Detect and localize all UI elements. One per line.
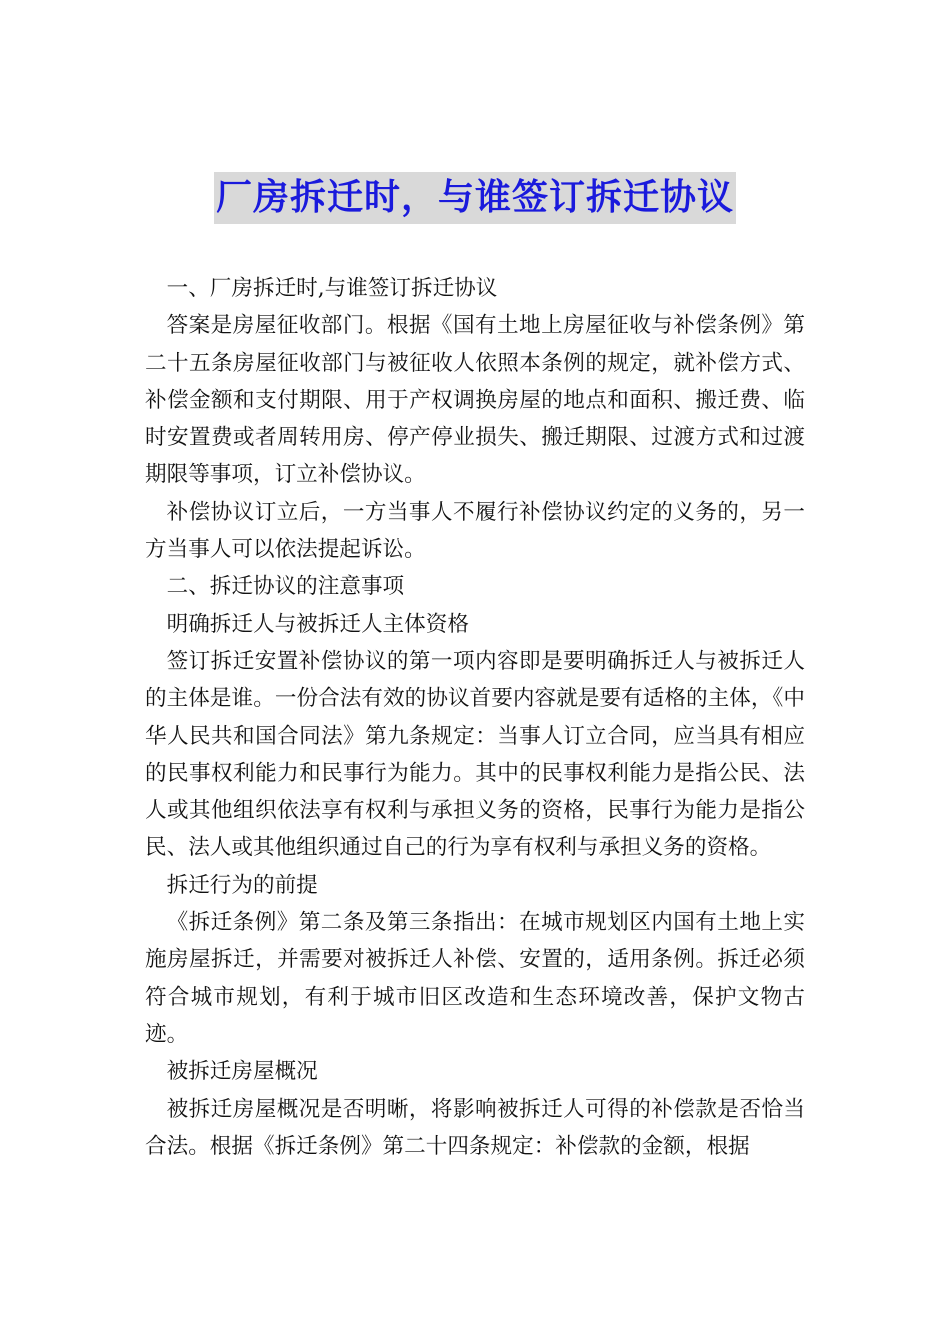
subheading-premise: 拆迁行为的前提 [166, 872, 318, 898]
paragraph-answer: 答案是房屋征收部门。根据《国有土地上房屋征收与补偿条例》第二十五条房屋征收部门与被征收人依照本条例的规定，就补偿方式、补偿金额和支付期限、用于产权调换房屋的地点和面积、搬迁费、临时安置费或者周转用房、停产停业损失、搬迁期限、过渡方式和过渡期限等事项，订立补偿协议。 [145, 313, 805, 488]
paragraph-house-overview: 被拆迁房屋概况是否明晰，将影响被拆迁人可得的补偿款是否恰当合法。根据《拆迁条例》第二十四条规定：补偿款的金额，根据 [145, 1096, 805, 1159]
section-heading-2: 二、拆迁协议的注意事项 [166, 574, 405, 600]
subheading-house-overview: 被拆迁房屋概况 [166, 1059, 318, 1085]
paragraph-premise: 《拆迁条例》第二条及第三条指出：在城市规划区内国有土地上实施房屋拆迁，并需要对被拆迁人补偿、安置的，适用条例。拆迁必须符合城市规划，有利于城市旧区改造和生态环境改善，保护文物古迹。 [145, 910, 805, 1047]
subheading-subject-qualification: 明确拆迁人与被拆迁人主体资格 [166, 611, 469, 637]
paragraph-subject-qualification: 签订拆迁安置补偿协议的第一项内容即是要明确拆迁人与被拆迁人的主体是谁。一份合法有效的协议首要内容就是要有适格的主体，《中华人民共和国合同法》第九条规定：当事人订立合同，应当具有相应的民事权利能力和民事行为能力。其中的民事权利能力是指公民、法人或其他组织依法享有权利与承担义务的资格，民事行为能力是指公民、法人或其他组织通过自己的行为享有权利与承担义务的资格。 [145, 648, 805, 861]
title-container [0, 172, 950, 224]
paragraph-lawsuit: 补偿协议订立后，一方当事人不履行补偿协议约定的义务的，另一方当事人可以依法提起诉讼。 [145, 499, 805, 563]
document-body [145, 270, 805, 1165]
section-heading-1: 一、厂房拆迁时,与谁签订拆迁协议 [166, 276, 498, 301]
document-title: 厂房拆迁时，与谁签订拆迁协议 [214, 172, 736, 224]
